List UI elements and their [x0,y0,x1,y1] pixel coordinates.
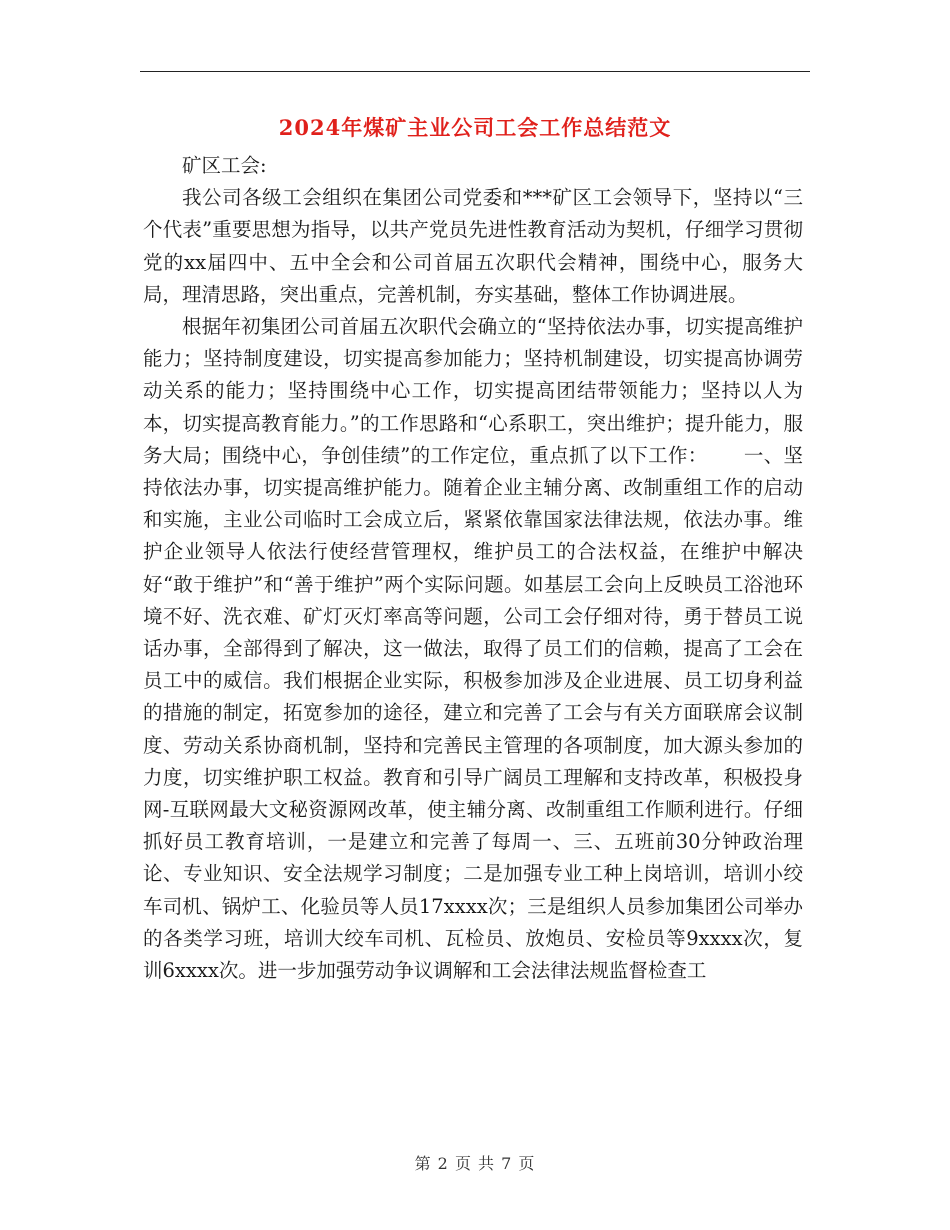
body-paragraph-1: 我公司各级工会组织在集团公司党委和***矿区工会领导下，坚持以“三个代表”重要思想为指导，以共产党员先进性教育活动为契机，仔细学习贯彻党的xx届四中、五中全会和公司首届五次职代会精神，围绕中心，服务大局，理清思路，突出重点，完善机制，夯实基础，整体工作协调进展。 [143,186,803,306]
document-body [143,150,803,987]
page-number: 第 2 页 共 7 页 [414,1154,536,1173]
document-title: 2024年煤矿主业公司工会工作总结范文 [278,115,672,140]
salutation: 矿区工会: [182,154,267,177]
body-paragraph-2: 根据年初集团公司首届五次职代会确立的“坚持依法办事，切实提高维护能力；坚持制度建设，切实提高参加能力；坚持机制建设，切实提高协调劳动关系的能力；坚持围绕中心工作，切实提高团结带领能力；坚持以人为本，切实提高教育能力。”的工作思路和“心系职工，突出维护；提升能力，服务大局；围绕中心，争创佳绩”的工作定位，重点抓了以下工作： 一、坚持依法办事，切实提高维护能力。随着企业主辅分离、改制重组工作的启动和实施，主业公司临时工会成立后，紧紧依靠国家法律法规，依法办事。维护企业领导人依法行使经营管理权，维护员工的合法权益，在维护中解决好“敢于维护”和“善于维护”两个实际问题。如基层工会向上反映员工浴池环境不好、洗衣难、矿灯灭灯率高等问题，公司工会仔细对待，勇于替员工说话办事，全部得到了解决，这一做法，取得了员工们的信赖，提高了工会在员工中的威信。我们根据企业实际，积极参加涉及企业进展、员工切身利益的措施的制定，拓宽参加的途径，建立和完善了工会与有关方面联席会议制度、劳动关系协商机制，坚持和完善民主管理的各项制度，加大源头参加的力度，切实维护职工权益。教育和引导广阔员工理解和支持改革，积极投身网-互联网最大文秘资源网改革，使主辅分离、改制重组工作顺利进行。仔细抓好员工教育培训，一是建立和完善了每周一、三、五班前30分钟政治理论、专业知识、安全法规学习制度；二是加强专业工种上岗培训，培训小绞车司机、锅炉工、化验员等人员17xxxx次；三是组织人员参加集团公司举办的各类学习班，培训大绞车司机、瓦检员、放炮员、安检员等9xxxx次，复训6xxxx次。进一步加强劳动争议调解和工会法律法规监督检查工 [143,315,803,983]
header-rule [140,71,810,72]
